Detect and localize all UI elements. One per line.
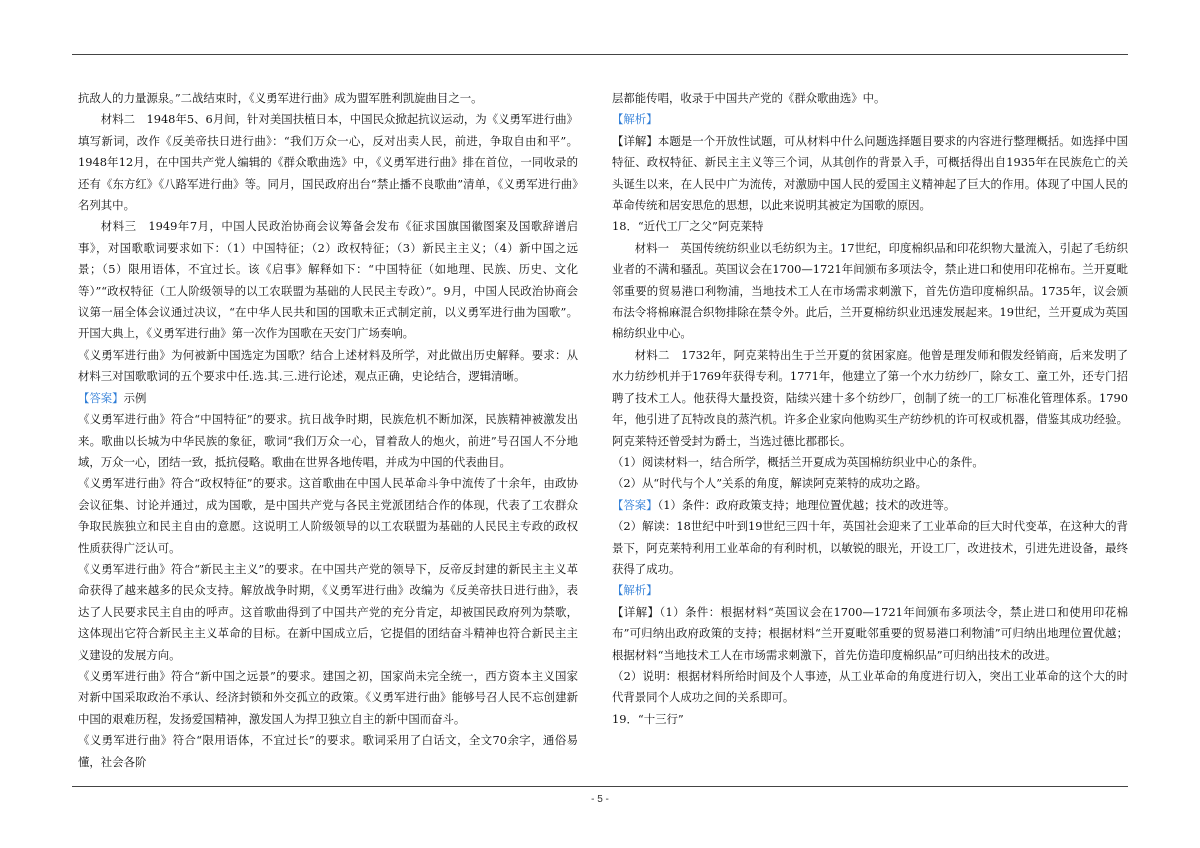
question-title: 18．“近代工厂之父”阿克莱特	[612, 219, 764, 234]
right-column	[612, 88, 1128, 730]
paragraph: 【详解】（1）条件：根据材料“英国议会在1700—1721年间颁布多项法令，禁止进口和使用印花棉布”可归纳出政府政策的支持；根据材料“兰开夏毗邻重要的贸易港口利物浦”可归纳出地理位置优越；根据材料“当地技术工人在市场需求刺激下，首先仿造印度棉织品”可归纳出技术的改进。	[612, 604, 1128, 662]
answer-line	[78, 388, 578, 409]
paragraph: 【详解】本题是一个开放性试题，可从材料中什么问题选择题目要求的内容进行整理概括。如选择中国特征、政权特征、新民主主义等三个词，从其创作的背景入手，可概括得出自1935年在民族危亡的关头诞生以来，在人民中广为流传，对激励中国人民的爱国主义精神起了巨大的作用。体现了中国人民的革命传统和居安思危的思想，以此来说明其被定为国歌的原因。	[612, 133, 1128, 213]
sub-question: （2）从“时代与个人”关系的角度，解读阿克莱特的成功之路。	[612, 476, 928, 491]
question-prompt: 《义勇军进行曲》为何被新中国选定为国歌？结合上述材料及所学，对此做出历史解释。要求：从材料三对国歌歌词的五个要求中任.选.其.三.进行论述，观点正确，史论结合，逻辑清晰。	[78, 347, 578, 384]
top-rule	[72, 54, 1128, 55]
answer-text: （1）条件：政府政策支持；地理位置优越；技术的改进等。	[657, 497, 956, 512]
paragraph: 《义勇军进行曲》符合“政权特征”的要求。这首歌曲在中国人民革命斗争中流传了十余年，由政协会议征集、讨论并通过，成为国歌，是中国共产党与各民主党派团结合作的体现，代表了工农群众争取民族独立和民主自由的意愿。这说明工人阶级领导的以工农联盟为基础的人民民主专政的政权性质获得广泛认可。	[78, 476, 578, 555]
paragraph: 抗敌人的力量源泉。”二战结束时，《义勇军进行曲》成为盟军胜利凯旋曲目之一。	[78, 91, 483, 105]
material-1: 材料一 英国传统纺织业以毛纺织为主。17世纪，印度棉织品和印花织物大量流入，引起了毛纺织业者的不满和骚乱。英国议会在1700—1721年间颁布多项法令，禁止进口和使用印花棉布。兰开夏毗邻重要的贸易港口利物浦，当地技术工人在市场需求刺激下，首先仿造印度棉织品。1735年，议会颁布法令将棉麻混合织物排除在禁令外。此后，兰开夏棉纺织业迅速发展起来。19世纪，兰开夏成为英国棉纺织业中心。	[612, 240, 1128, 341]
left-column	[78, 88, 578, 773]
analysis-tag: 【解析】	[612, 583, 658, 598]
answer-tag: 【答案】	[78, 390, 124, 405]
paragraph: （2）说明：根据材料所给时间及个人事迹，从工业革命的角度进行切入，突出工业革命的这个大的时代背景同个人成功之间的关系即可。	[612, 668, 1128, 705]
question-title: 19．“十三行”	[612, 711, 684, 726]
paragraph: 《义勇军进行曲》符合“新中国之远景”的要求。建国之初，国家尚未完全统一，西方资本主义国家对新中国采取政治不承认、经济封锁和外交孤立的政策。《义勇军进行曲》能够号召人民不忘创建新中国的艰难历程，发扬爱国精神，激发国人为捍卫独立自主的新中国而奋斗。	[78, 668, 578, 726]
material-2: 材料二 1732年，阿克莱特出生于兰开夏的贫困家庭。他曾是理发师和假发经销商，后来发明了水力纺纱机并于1769年获得专利。1771年，他建立了第一个水力纺纱厂，除女工、童工外，还专门招聘了技术工人。他获得大量投资，陆续兴建十多个纺纱厂，创制了统一的工厂标准化管理体系。1790年，他引进了瓦特改良的蒸汽机。许多企业家向他购买生产纺纱机的许可权或机器，借鉴其成功经验。阿克莱特还曾受封为爵士，当选过德比郡郡长。	[612, 347, 1128, 448]
answer-tag: 【答案】	[612, 497, 658, 512]
material-2: 材料二 1948年5、6月间，针对美国扶植日本，中国民众掀起抗议运动，为《义勇军进行曲》填写新词，改作《反美帝扶日进行曲》：“我们万众一心，反对出卖人民，前进，争取自由和平”。1948年12月，在中国共产党人编辑的《群众歌曲选》中，《义勇军进行曲》排在首位，一同收录的还有《东方红》《八路军进行曲》等。同月，国民政府出台“禁止播不良歌曲”清单，《义勇军进行曲》名列其中。	[78, 112, 578, 213]
answer-text: 示例	[123, 390, 147, 405]
analysis-tag: 【解析】	[612, 112, 658, 127]
page-number: - 5 -	[591, 794, 609, 805]
sub-question: （1）阅读材料一，结合所学，概括兰开夏成为英国棉纺织业中心的条件。	[612, 454, 984, 469]
paragraph: 《义勇军进行曲》符合“新民主主义”的要求。在中国共产党的领导下，反帝反封建的新民主主义革命获得了越来越多的民众支持。解放战争时期，《义勇军进行曲》改编为《反美帝扶日进行曲》，表达了人民要求民主自由的呼声。这首歌曲得到了中国共产党的充分肯定，却被国民政府列为禁歌，这体现出它符合新民主主义革命的目标。在新中国成立后，它提倡的团结奋斗精神也符合新民主主义建设的发展方向。	[78, 561, 578, 662]
paragraph: （2）解读：18世纪中叶到19世纪三四十年，英国社会迎来了工业革命的巨大时代变革，在这种大的背景下，阿克莱特利用工业革命的有利时机，以敏锐的眼光，开设工厂，改进技术，引进先进设备，最终获得了成功。	[612, 519, 1128, 576]
material-3: 材料三 1949年7月，中国人民政治协商会议筹备会发布《征求国旗国徽图案及国歌辞谱启事》，对国歌歌词要求如下：（1）中国特征；（2）政权特征；（3）新民主主义；（4）新中国之远景；（5）限用语体，不宜过长。该《启事》解释如下：“中国特征（如地理、民族、历史、文化等）”“政权特征（工人阶级领导的以工农联盟为基础的人民民主专政）”。9月，中国人民政治协商会议第一届全体会议通过决议，“在中华人民共和国的国歌未正式制定前，以义勇军进行曲为国歌”。开国大典上，《义勇军进行曲》第一次作为国歌在天安门广场奏响。	[78, 219, 578, 341]
paragraph: 《义勇军进行曲》符合“中国特征”的要求。抗日战争时期，民族危机不断加深，民族精神被激发出来。歌曲以长城为中华民族的象征，歌词“我们万众一心，冒着敌人的炮火，前进”号召国人不分地域，万众一心，团结一致，抵抗侵略。歌曲在世界各地传唱，并成为中国的代表曲目。	[78, 412, 578, 469]
paragraph: 层都能传唱，收录于中国共产党的《群众歌曲选》中。	[612, 91, 886, 105]
bottom-rule	[72, 786, 1128, 787]
paragraph: 《义勇军进行曲》符合“限用语体，不宜过长”的要求。歌词采用了白话文，全文70余字，通俗易懂，社会各阶	[78, 733, 578, 769]
answer-line	[612, 495, 1128, 516]
